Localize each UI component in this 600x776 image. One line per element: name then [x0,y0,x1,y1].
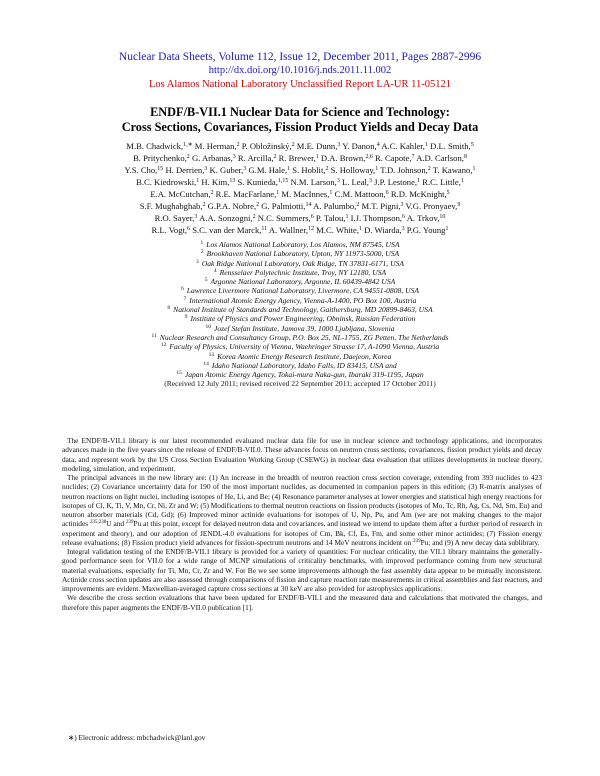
affiliation-text: Institute of Physics and Power Engineering, Obninsk, Russian Federation [190,314,416,324]
author-affiliation-marker: 1 [445,226,449,232]
author-affiliation-marker: 15 [157,166,164,172]
author-line [40,164,560,176]
affiliation-number: 11 [151,332,157,339]
affiliation [40,370,560,379]
author-line [40,176,560,188]
author-affiliation-marker: 13 [229,178,236,184]
affiliation-text: Korea Atomic Energy Research Institute, Daejeon, Korea [217,351,392,361]
affiliation-text: Nuclear Research and Consultancy Group, P.O. Box 25, NL-1755, ZG Petten, The Netherlands [159,332,449,342]
affiliation [40,324,560,333]
author-name: R.E. MacFarlane, [215,189,277,199]
affiliation-text: Jozef Stefan Institute, Jamova 39, 1000 Ljubljana, Slovenia [213,323,395,333]
author-name: D. Wiarda, [364,225,402,235]
affiliation-text: Faculty of Physics, University of Vienna, Waehringer Strasse 17, A-1090 Vienna, Austria [169,342,440,352]
author-name: R.L. Vogt, [151,225,188,235]
author-name: G.M. Hale, [248,165,288,175]
footnote-email: ∗) Electronic address: mbchadwick@lanl.gov [68,733,206,742]
author-name: D.L. Smith, [430,141,471,151]
affiliation-list [40,240,560,389]
author-affiliation-marker: 6 [402,214,406,220]
author-name: R.C. Little, [422,177,461,187]
author-line [40,140,560,152]
author-name: A.A. Sonzogni, [199,213,253,223]
author-affiliation-marker: 1,∗ [183,142,193,148]
affiliation-text: Argonne National Laboratory, Argonne, IL 60439-4842 USA [210,277,396,287]
affiliation-text: Rensselaer Polytechnic Institute, Troy, NY 12180, USA [219,267,387,277]
author-name: M.E. Dunn, [296,141,338,151]
author-affiliation-marker: 1 [417,178,421,184]
author-name: P. Obložinský, [241,141,292,151]
author-name: N.C. Summers, [257,213,311,223]
author-name: S.C. van der Marck, [192,225,262,235]
author-affiliation-marker: 4 [376,142,380,148]
author-affiliation-marker: 1 [460,178,464,184]
mass-number-superscript: 239 [413,538,421,544]
affiliation [40,240,560,249]
author-affiliation-marker: 3 [400,202,404,208]
author-affiliation-marker: 3 [204,166,208,172]
author-affiliation-marker: 1,15 [277,178,289,184]
author-affiliation-marker: 1 [375,166,379,172]
author-name: A. Palumbo, [313,201,357,211]
author-name: R.O. Sayer, [154,213,195,223]
author-affiliation-marker: 1 [315,154,319,160]
author-affiliation-marker: 1 [287,166,291,172]
paper-title-line-2: Cross Sections, Covariances, Fission Product Yields and Decay Data [121,120,479,134]
author-affiliation-marker: 1 [345,214,349,220]
affiliation-text: Japan Atomic Energy Agency, Tokai-mura Naka-gun, Ibaraki 319-1195, Japan [184,370,424,380]
author-line [40,224,560,236]
author-affiliation-marker: 3 [368,178,372,184]
author-name: G.P.A. Nobre, [207,201,257,211]
author-affiliation-marker: 9 [457,202,461,208]
author-affiliation-marker: 6 [310,214,314,220]
affiliation [40,342,560,351]
author-affiliation-marker: 8 [463,154,467,160]
affiliation-number: 15 [176,370,182,377]
report-number: Los Alamos National Laboratory Unclassified Report LA-UR 11-05121 [148,79,451,90]
author-name: R. Brewer, [278,153,316,163]
affiliation [40,259,560,268]
affiliation [40,268,560,277]
author-name: H. Kim, [201,177,230,187]
affiliation-number: 3 [195,258,199,265]
author-name: S. Holloway, [330,165,376,175]
author-list [40,140,560,236]
author-affiliation-marker: 3 [232,154,236,160]
affiliation-number: 12 [160,342,167,349]
author-name: M.T. Pigni, [361,201,401,211]
author-name: P.G. Young [406,225,446,235]
author-name: S. Kunieda, [237,177,278,187]
abstract-text: The principal advances in the new library are: (1) An increase in the breadth of neutron reaction cross section coverage, extending from 393 nuclides to 423 nuclides; (2) Covariance uncertainty data for 190 of the most important nuclides, as documented in companion papers in this edition; (3) R-matrix analyses of neutron reactions on light nuclei, including isotopes of He, Li, and Be; (4) Resonance parameter analyses at lower energies and statistical high energy reactions for isotopes of Cl, K, Ti, V, Mn, Cr, Ni, Zr and W; (5) Modifications to thermal neutron reactions on fission products (isotopes of Mo, Tc, Rh, Ag, Cs, Nd, Sm, Eu) and neutron absorber materials (Cd, Gd); (6) Improved minor actinide evaluations for isotopes of U, Np, Pu, and Am (we are not making changes to the major actinides [62,473,542,529]
author-line [40,200,560,212]
affiliation-number: 6 [180,286,184,293]
author-name: H. Derrien, [165,165,205,175]
author-affiliation-marker: 12 [308,226,315,232]
author-name: R. Arcilla, [237,153,274,163]
author-affiliation-marker: 3 [336,178,340,184]
author-name: A. Wallner, [268,225,309,235]
author-affiliation-marker: 2 [252,214,256,220]
abstract-text: Pu; and (9) A new decay data sublibrary. [420,537,540,547]
author-affiliation-marker: 2 [210,190,214,196]
author-affiliation-marker: 1 [329,190,333,196]
abstract-paragraph: The ENDF/B-VII.1 library is our latest recommended evaluated nuclear data file for use in nuclear science and technology applications, and incorporates advances made in the five years since the release of ENDF/B-VII.0. These advances focus on neutron cross sections, covariances, fission product yields and decay data, and represent work by the US Cross Section Evaluation Working Group (CSEWG) in nuclear data evaluation that utilizes developments in nuclear theory, modeling, simulation, and experiment. [62,436,542,473]
author-line [40,188,560,200]
author-name: E.A. McCutchan, [150,189,211,199]
author-affiliation-marker: 2 [236,142,240,148]
author-affiliation-marker: 2,6 [365,154,373,160]
affiliation-number: 7 [183,295,187,302]
author-affiliation-marker: 2 [325,166,329,172]
affiliation [40,314,560,323]
author-affiliation-marker: 6 [385,190,389,196]
author-affiliation-marker: 7 [411,154,415,160]
affiliation-number: 10 [205,323,211,330]
affiliation-text: Brookhaven National Laboratory, Upton, NY 11973-5000, USA [206,249,400,259]
author-name: P. Talou, [315,213,346,223]
author-name: M. Herman, [194,141,237,151]
abstract-text: U and [106,519,126,529]
author-name: R.D. McKnight, [390,189,447,199]
affiliation-text: Idaho National Laboratory, Idaho Falls, ID 83415, USA and [211,360,397,370]
affiliation-number: 1 [200,240,204,246]
author-name: G. Palmiotti, [261,201,306,211]
abstract [62,436,542,612]
abstract-paragraph: Integral validation testing of the ENDF/B-VII.1 library is provided for a variety of quantities: For nuclear criticality, the VII.1 library maintains the generally-good performance seen for VII.0 for a wide range of MCNP simulations of criticality benchmarks, with improved performance coming from new structural material evaluations, especially for Ti, Mn, Cr, Zr and W. For Be we see some improvements although the fast assembly data appear to be mutually inconsistent. Actinide cross section updates are also assessed through comparisons of fission and capture reaction rate measurements in critical assemblies and fast reactors, and improvements are evident. Maxwellian-averaged capture cross sections at 30 keV are also provided for astrophysics applications. [62,547,542,593]
author-affiliation-marker: 2 [273,154,277,160]
author-name: M.B. Chadwick, [126,141,184,151]
author-affiliation-marker: 6 [187,226,191,232]
author-affiliation-marker: 5 [446,190,450,196]
abstract-paragraph: We describe the cross section evaluations that have been updated for ENDF/B-VII.1 and the measured data and calculations that motivated the changes, and therefore this paper augments the ENDF/B-VII.0 publication [1]. [62,593,542,612]
author-name: K. Guber, [209,165,244,175]
affiliation-text: Los Alamos National Laboratory, Los Alamos, NM 87545, USA [206,240,400,249]
affiliation [40,249,560,258]
author-name: D.A. Brown, [320,153,366,163]
author-affiliation-marker: 1 [276,190,280,196]
author-affiliation-marker: 2 [291,142,295,148]
received-dates: (Received 12 July 2011; revised received 22 September 2011; accepted 17 October 2011) [164,379,436,389]
author-name: L. Leal, [341,177,369,187]
author-affiliation-marker: 3 [337,142,341,148]
author-name: A.C. Kahler, [381,141,425,151]
author-affiliation-marker: 10 [439,214,446,220]
author-affiliation-marker: 2 [356,202,360,208]
author-name: M. MacInnes, [281,189,330,199]
affiliation-number: 13 [208,351,215,358]
affiliation-number: 14 [203,360,209,367]
author-name: S.F. Mughabghab, [139,201,203,211]
author-name: S. Hoblit, [292,165,326,175]
affiliation [40,333,560,342]
affiliation-text: Lawrence Livermore National Laboratory, Livermore, CA 94551-0808, USA [186,286,420,296]
author-affiliation-marker: 1 [472,166,476,172]
abstract-text: Pu at this point, except for delayed neutron data and covariances, and instead we intend to update them after a further period of research in experiment and theory), and our adoption of JENDL-4.0 evaluations for isotopes of Cm, Bk, Cf, Es, Fm, and some other minor actinides; (7) Fission energy release evaluations; (8) Fission product yield advances for fission-spectrum neutrons and 14 MeV neutrons incident on [62,519,543,547]
author-name: J.P. Lestone, [374,177,418,187]
affiliation-number: 4 [213,267,217,274]
author-affiliation-marker: 1 [358,226,362,232]
affiliation [40,361,560,370]
author-name: B. Pritychenko, [133,153,187,163]
author-affiliation-marker: 14 [305,202,312,208]
author-affiliation-marker: 2 [256,202,260,208]
author-name: N.M. Larson, [290,177,337,187]
affiliation [40,296,560,305]
affiliation-number: 5 [204,277,208,284]
author-name: A. Trkov, [406,213,440,223]
author-name: T. Kawano, [432,165,473,175]
author-name: A.D. Carlson, [416,153,464,163]
author-name: T.D. Johnson, [380,165,428,175]
affiliation-text: National Institute of Standards and Technology, Gaithersburg, MD 20899-8463, USA [173,305,433,315]
author-affiliation-marker: 2 [202,202,206,208]
paper-title-line-1: ENDF/B-VII.1 Nuclear Data for Science and Technology: [150,105,450,119]
author-affiliation-marker: 5 [470,142,474,148]
author-affiliation-marker: 3 [243,166,247,172]
abstract-paragraph [62,473,542,547]
author-name: C.M. Mattoon, [334,189,386,199]
author-affiliation-marker: 2 [427,166,431,172]
affiliation-number: 9 [184,314,188,321]
author-name: R. Capote, [374,153,412,163]
affiliation-text: International Atomic Energy Agency, Vienna-A-1400, PO Box 100, Austria [189,295,417,305]
author-affiliation-marker: 1 [196,178,200,184]
author-name: I.J. Thompson, [350,213,403,223]
affiliation [40,277,560,286]
affiliation [40,286,560,295]
author-name: V.G. Pronyaev, [405,201,458,211]
doi-link[interactable]: http://dx.doi.org/10.1016/j.nds.2011.11.002 [208,65,392,76]
author-affiliation-marker: 2 [186,154,190,160]
author-line [40,212,560,224]
mass-number-superscript: 239 [125,520,134,526]
author-affiliation-marker: 3 [194,214,198,220]
author-name: B.C. Kiedrowski, [136,177,197,187]
affiliation-number: 2 [200,249,204,256]
author-name: Y. Danon, [342,141,377,151]
author-affiliation-marker: 11 [261,226,268,232]
affiliation [40,305,560,314]
affiliation-text: Oak Ridge National Laboratory, Oak Ridge, TN 37831-6171, USA [201,258,405,268]
affiliation-number: 8 [167,305,171,312]
author-affiliation-marker: 3 [401,226,405,232]
author-name: M.C. White, [316,225,359,235]
author-name: G. Arbanas, [191,153,233,163]
journal-citation: Nuclear Data Sheets, Volume 112, Issue 12, December 2011, Pages 2887-2996 [118,51,482,63]
mass-number-superscript: 235,238 [90,520,107,526]
author-affiliation-marker: 1 [424,142,428,148]
author-line [40,152,560,164]
affiliation [40,352,560,361]
author-name: Y.S. Cho, [124,165,158,175]
